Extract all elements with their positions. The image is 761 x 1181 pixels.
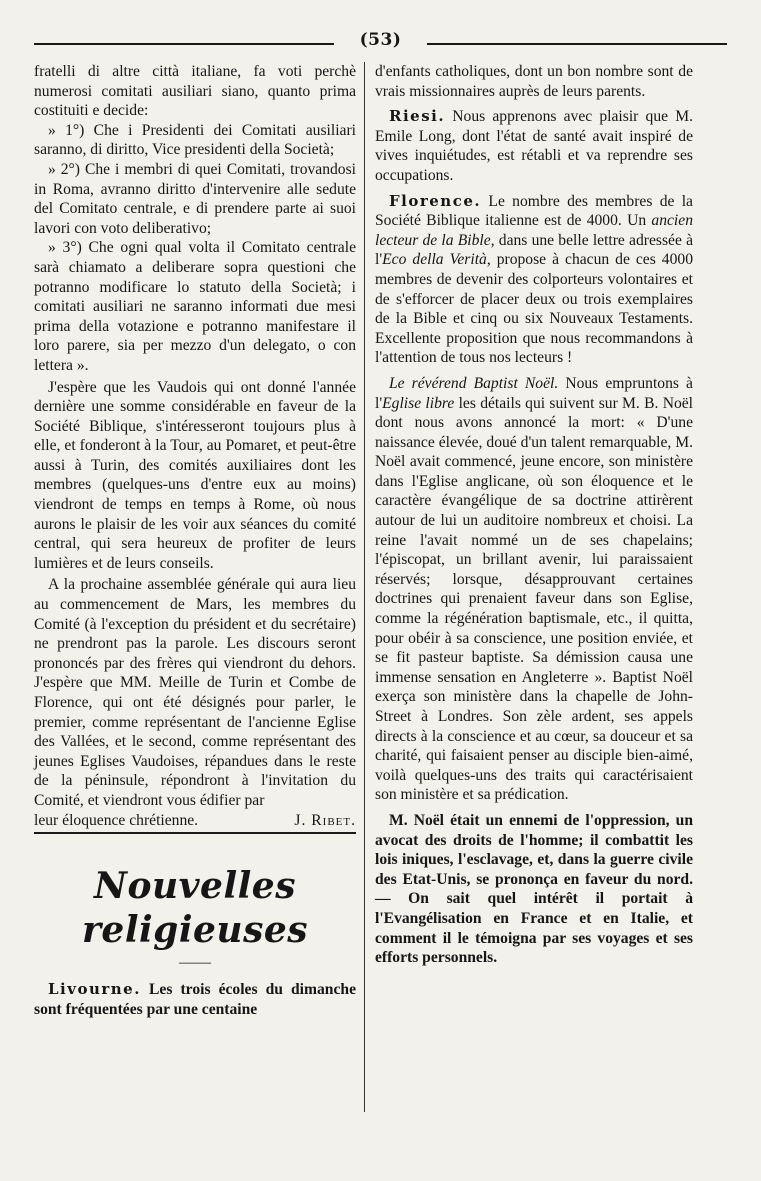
page-number: (53)	[359, 30, 402, 50]
signature: J. Ribet.	[294, 811, 356, 829]
news-item-florence	[375, 192, 693, 368]
place-name: Florence.	[389, 191, 482, 210]
header-rule-left	[34, 43, 334, 45]
paragraph: fratelli di altre città italiane, fa voti perchè numerosi comitati ausiliari siano, quanto prima costituiti e decide:	[34, 63, 356, 120]
news-text: Le nombre des membres de la Société Biblique italienne est de 4000. Un	[375, 192, 693, 230]
news-text: , dans une belle lettre adressée à l'	[375, 231, 693, 269]
paragraph: » 3°) Che ogni qual volta il Comitato centrale sarà chiamato a deliberare sopra questioni che potranno modificare lo statuto della Società; i comitati ausiliari ne saranno informati due mesi prima della votazione e potranno manifestare il loro parere, sia per mezzo d'un delegato, o con lettera ».	[34, 239, 356, 374]
news-text: Nous empruntons à l'	[375, 374, 693, 412]
news-item-noel	[375, 374, 693, 805]
place-name: Livourne.	[48, 980, 141, 999]
closing-text: leur éloquence chrétienne.	[34, 811, 199, 829]
left-column	[34, 62, 356, 1019]
news-text: les détails qui suivent sur M. B. Noël dont nous avons annoncé la mort: « D'une naissance élevée, doué d'un talent remarquable, M. Noël avait commencé, jeune encore, son ministère dans l'Eglise anglicane, où son éloquence et le caractère évangélique de sa doctrine attirèrent autour de lui un auditoire nombreux et choisi. La reine l'avait nommé un de ses chapelains; l'épiscopat, un brillant avenir, lui paraissaient réservés; lorsque, désapprouvant certaines doctrines qui prenaient faveur dans son Eglise, comme la régénération baptismale, etc., il quitta, pour obéir à sa conscience, une position enviée, et se fit pasteur baptiste. Sa démission causa une immense sensation en Angleterre ». Baptist Noël exerça son ministère dans la chapelle de John-Street à Londres. Son zèle ardent, ses appels directs à la conscience et au cœur, sa douceur et sa charité, qui faisaient penser au disciple bien-aimé, voilà quelques-uns des traits qui caractérisaient son ministère et sa prédication.	[375, 394, 694, 804]
closing-line	[34, 811, 356, 835]
paragraph: M. Noël était un ennemi de l'oppression, un avocat des droits de l'homme; il combattit les lois iniques, l'esclavage, et, dans la guerre civile des Etat-Unis, se prononça en faveur du nord. — On sait quel intérêt il portait à l'Evangélisation en France et en Italie, et comment il le témoigna par ses voyages et ses efforts personnels.	[375, 811, 693, 967]
italic-text: Eco della Verità	[382, 251, 487, 269]
header-rule-right	[427, 43, 727, 45]
italic-text: Eglise libre	[382, 394, 455, 412]
column-divider	[364, 62, 365, 1112]
section-divider: ——	[179, 954, 211, 972]
page-header	[34, 30, 727, 54]
news-text: Nous apprenons avec plaisir que M. Emile Long, dont l'état de santé avait inspiré de vives inquiétudes, est rétabli et va reprendre ses occupations.	[375, 108, 693, 184]
right-column	[375, 62, 693, 968]
news-item-livourne	[34, 980, 356, 1019]
news-text: , propose à chacun de ces 4000 membres de devenir des colporteurs volontaires et de s'efforcer de placer deux ou trois exemplaires de la Bible et cinq ou six Nouveaux Testaments. Excellente proposition que nous recommandons à l'attention de tous nos lecteurs !	[375, 251, 693, 367]
paragraph: J'espère que les Vaudois qui ont donné l'année dernière une somme considérable en faveur de la Société Biblique, s'intéresseront toujours plus à elle, et fonderont à la Tour, au Pomaret, et peut-être aussi à Turin, des comités auxiliaires dont les membres (quelques-uns d'entre eux au moins) viendront de temps en temps à Rome, où nous aurons le plaisir de les voir aux séances du comité central, qui sera heureux de profiter de leurs lumières et de leurs conseils.	[34, 378, 356, 572]
section-title: Nouvelles religieuses	[81, 865, 309, 952]
place-name: Riesi.	[389, 107, 446, 126]
news-text: Les trois écoles du dimanche sont fréquentées par une centaine	[34, 981, 356, 1018]
italic-heading: Le révérend Baptist Noël.	[389, 374, 559, 392]
paragraph: » 1°) Che i Presidenti dei Comitati ausiliari saranno, di diritto, Vice presidenti della Società;	[34, 121, 356, 159]
paragraph: d'enfants catholiques, dont un bon nombre sont de vrais missionnaires auprès de leurs parents.	[375, 63, 693, 100]
news-item-riesi	[375, 107, 693, 185]
italic-text: ancien lecteur de la Bible	[375, 212, 693, 249]
paragraph: A la prochaine assemblée générale qui aura lieu au commencement de Mars, les membres du Comité (à l'exception du président et du secrétaire) ne prendront pas la parole. Les discours seront prononcés par des frères qui viendront du dehors. J'espère que MM. Meille de Turin et Combe de Florence, qui ont été désignés pour parler, le premier, comme représentant de l'ancienne Eglise des Vallées, et le second, comme représentant des jeunes Eglises Vaudoises, répandues dans le reste de la péninsule, répondront à l'invitation du Comité, et viendront vous édifier par	[34, 576, 356, 809]
paragraph: » 2°) Che i membri di quei Comitati, trovandosi in Roma, avranno diritto d'intervenire alle sedute del Comitato centrale, e di prendere parte ai suoi lavori con voto deliberativo;	[34, 160, 356, 237]
